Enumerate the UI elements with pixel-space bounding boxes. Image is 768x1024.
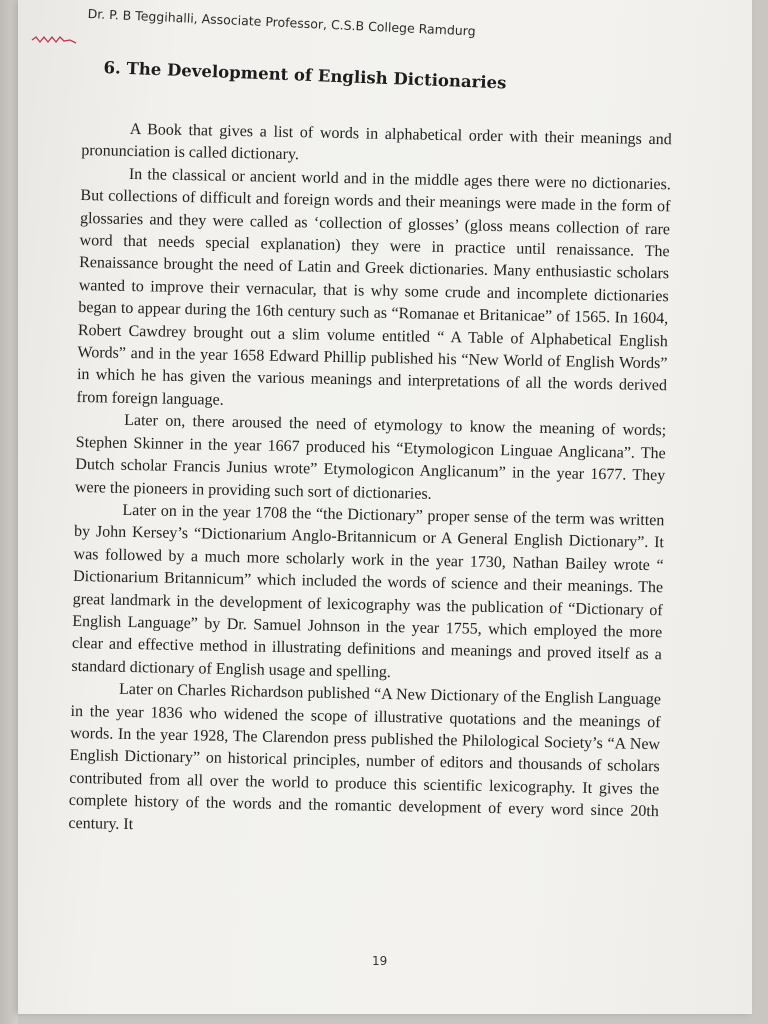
document-page [18,0,752,1014]
section-title: 6. The Development of English Dictionaries [103,58,507,93]
page-number: 19 [372,954,388,968]
paragraph: A Book that gives a list of words in alphabetical order with their meanings and pronunciation is called dictionary. [81,120,672,164]
body-text [68,118,672,846]
paragraph: Later on in the year 1708 the “the Dictionary” proper sense of the term was written by John Kersey’s “Dictionarium Anglo-Britannicum or A General English Dictionary”. It was followed by a much more scholarly work in the year 1730, Nathan Bailey wrote “ Dictionarium Britannicum” which included the words of science and their meanings. The great landmark in the development of lexicography was the publication of “Dictionary of English Language” by Dr. Samuel Johnson in the year 1755, which employed the more clear and effective method in illustrating definitions and meanings and proved itself as a standard dictionary of English usage and spelling. [71,501,665,681]
paragraph: Later on Charles Richardson published “A New Dictionary of the English Language in the year 1836 who widened the scope of illustrative quotations and the meanings of words. In the year 1928, The Clarendon press published the Philological Society’s “A New English Dictionary” on historical principles, number of editors and thousands of scholars contributed from all over the world to produce this scientific lexicography. It gives the complete history of the words and the romantic development of every word since 20th century. It [68,680,662,833]
paragraph: In the classical or ancient world and in the middle ages there were no dictionaries. But collections of difficult and foreign words and their meanings were made in the form of glossaries and they were called as ‘collection of glosses’ (gloss means collection of rare word that needs special explanation) they were in practice until renaissance. The Renaissance brought the need of Latin and Greek dictionaries. Many enthusiastic scholars wanted to improve their vernacular, that is why some crude and incomplete dictionaries began to appear during the 16th century such as “Romanae et Britanicae” of 1565. In 1604, Robert Cawdrey brought out a slim volume entitled “ A Table of Alphabetical English Words” and in the year 1658 Edward Phillip published his “New World of English Words” in which he has given the various meanings and interpretations of all the words derived from foreign language. [76,165,671,409]
red-pen-mark-icon [30,34,80,46]
paragraph: Later on, there aroused the need of etymology to know the meaning of words; Stephen Skinner in the year 1667 produced his “Etymologicon Linguae Anglicana”. The Dutch scholar Francis Junius wrote” Etymologicon Anglicanum” in the year 1677. They were the pioneers in providing such sort of dictionaries. [74,412,667,503]
page-edge-shadow [0,0,18,1024]
running-header: Dr. P. B Teggihalli, Associate Professor, C.S.B College Ramdurg [87,6,476,39]
